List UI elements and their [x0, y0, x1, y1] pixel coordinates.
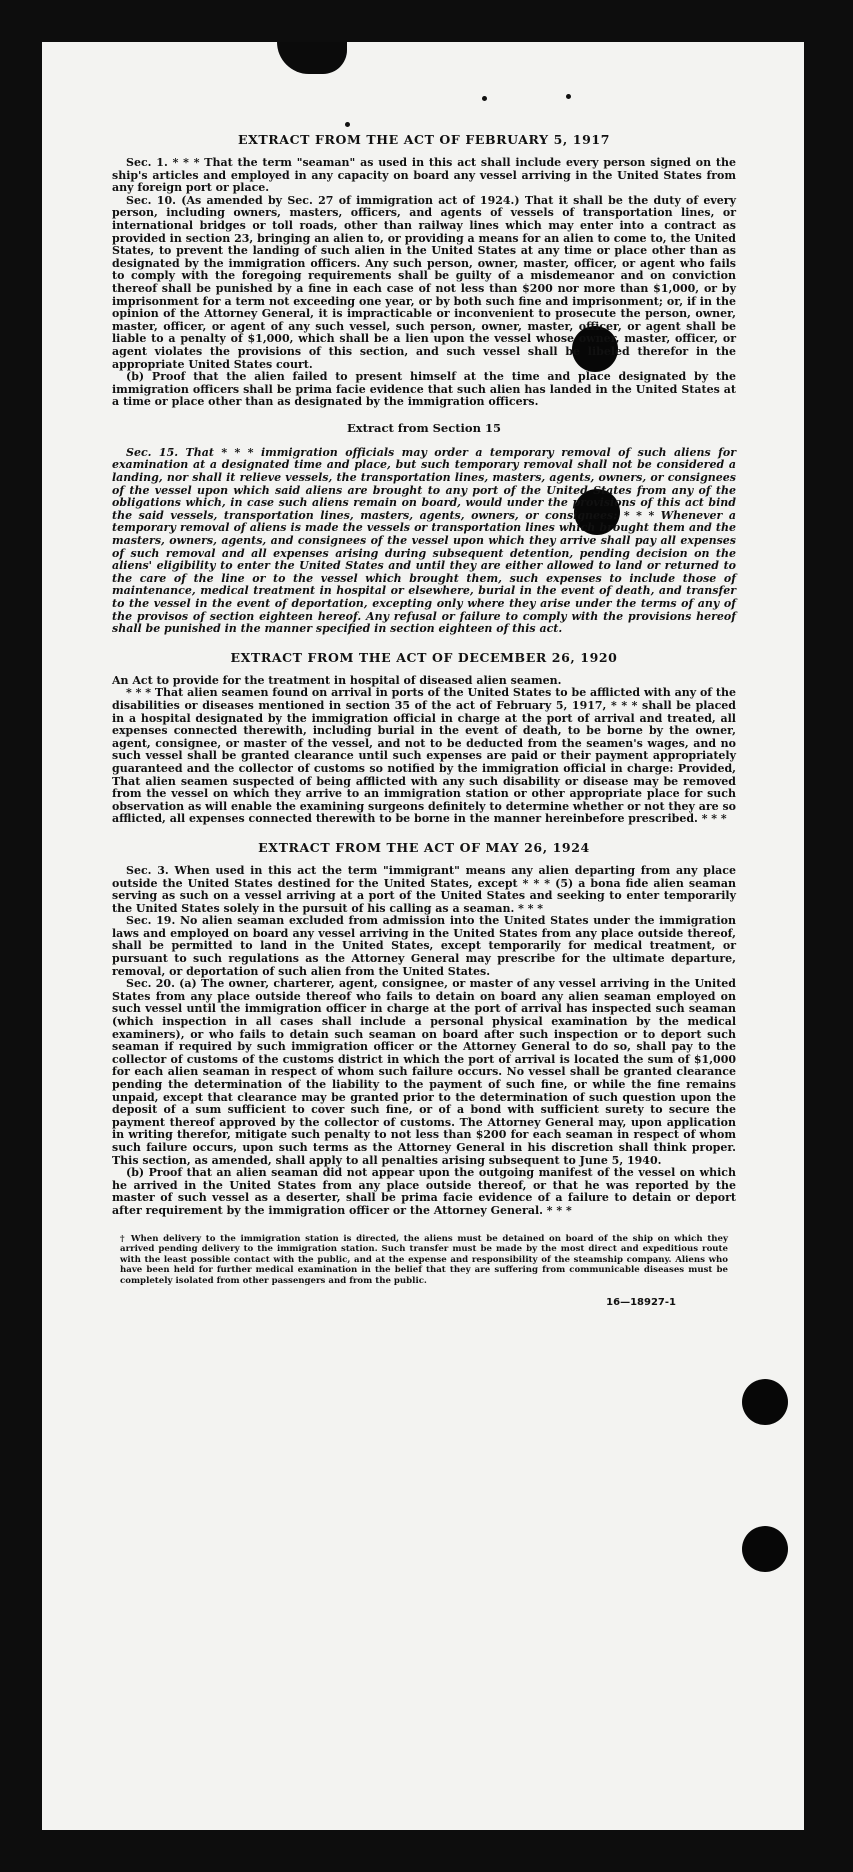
ink-speck: [345, 122, 350, 127]
document-page: [42, 42, 804, 1830]
section-act-may-1924: [112, 840, 736, 1218]
paragraph: Sec. 10. (As amended by Sec. 27 of immigration act of 1924.) That it shall be the duty of every person, including owners, masters, officers, and agents of vessels of transportation lines, or international bridges or toll roads, other than railway lines which may enter into a contract as provided in section 23, bringing an alien to, or providing a means for an alien to come to, the United States, to prevent the landing of such alien in the United States at any time or place other than as designated by the immigration officers. Any such person, owner, master, officer, or agent who fails to comply with the foregoing requirements shall be guilty of a misdemeanor and on conviction thereof shall be punished by a fine in each case of not less than $200 nor more than $1,000, or by imprisonment for a term not exceeding one year, or by both such fine and imprisonment; or, if in the opinion of the Attorney General, it is impracticable or inconvenient to prosecute the person, owner, master, officer, or agent of any such vessel, such person, owner, master, officer, or agent shall be liable to a penalty of $1,000, which shall be a lien upon the vessel whose owner, master, officer, or agent violates the provisions of this section, and such vessel shall be libeled therefor in the appropriate United States court.: [112, 193, 736, 371]
ink-speck: [482, 96, 487, 101]
section-act-feb-1917: [112, 132, 736, 409]
paragraph: (b) Proof that the alien failed to present himself at the time and place designated by the immigration officers shall be prima facie evidence that such alien has landed in the United States at a time or place other than as designated by the immigration officers.: [112, 370, 736, 409]
footnote: † When delivery to the immigration station is directed, the aliens must be detained on board of the ship on which they arrived pending delivery to the immigration station. Such transfer must be made by the most direct and expeditious route with the least possible contact with the public, and at the expense and responsibility of the steamship company. Aliens who have been held for further medical examination in the belief that they are suffering from communicable diseases must be completely isolated from other passengers and from the public.: [120, 1233, 728, 1286]
paragraph: Sec. 3. When used in this act the term "immigrant" means any alien departing from any place outside the United States destined for the United States, except * * * (5) a bona fide alien seaman serving as such on a vessel arriving at a port of the United States and seeking to enter temporarily the United States solely in the pursuit of his calling as a seaman. * * *: [112, 863, 736, 915]
section-heading: EXTRACT FROM THE ACT OF FEBRUARY 5, 1917: [237, 132, 610, 147]
section-heading: EXTRACT FROM THE ACT OF MAY 26, 1924: [258, 839, 590, 855]
section-heading: Extract from Section 15: [347, 420, 501, 435]
paragraph: Sec. 20. (a) The owner, charterer, agent, consignee, or master of any vessel arriving in the United States from any place outside thereof who fails to detain on board any alien seaman employed on such vessel until the immigration officer in charge at the port of arrival has inspected such seaman (which inspection in all cases shall include a personal physical examination by the medical examiners), or who fails to detain such seaman on board after such inspection or to deport such seaman if required by such immigration officer or the Attorney General to do so, shall pay to the collector of customs of the customs district in which the port of arrival is located the sum of $1,000 for each alien seaman in respect of whom such failure occurs. No vessel shall be granted clearance pending the determination of the liability to the payment of such fine, or while the fine remains unpaid, except that clearance may be granted prior to the determination of such question upon the deposit of a sum sufficient to cover such fine, or of a bond with sufficient surety to secure the payment thereof approved by the collector of customs. The Attorney General may, upon application in writing therefor, mitigate such penalty to not less than $200 for each seaman in respect of whom such failure occurs, upon such terms as the Attorney General in his discretion shall think proper. This section, as amended, shall apply to all penalties arising subsequent to June 5, 1940.: [112, 977, 736, 1167]
punch-hole: [742, 1379, 788, 1425]
paragraph: An Act to provide for the treatment in hospital of diseased alien seamen.: [112, 673, 562, 687]
ink-speck: [566, 94, 571, 99]
paragraph: Sec. 15. That * * * immigration officials may order a temporary removal of such aliens for examination at a designated time and place, but such temporary removal shall not be considered a landing, nor shall it relieve vessels, the transportation lines, masters, agents, owners, or consignees of the vessel upon which said aliens are brought to any port of the United States from any of the obligations which, in case such aliens remain on board, would under the provisions of this act bind the said vessels, transportation lines, masters, agents, owners, or consignees: * * * Whenever a temporary removal of aliens is made the vessels or transportation lines which brought them and the masters, owners, agents, and consignees of the vessel upon which they arrive shall pay all expenses of such removal and all expenses arising during subsequent detention, pending decision on the aliens' eligibility to enter the United States and until they are either allowed to land or returned to the care of the line or to the vessel which brought them, such expenses to include those of maintenance, medical treatment in hospital or elsewhere, burial in the event of death, and transfer to the vessel in the event of deportation, excepting only where they arise under the terms of any of the provisos of section eighteen hereof. Any refusal or failure to comply with the provisions hereof shall be punished in the manner specified in section eighteen of this act.: [112, 445, 736, 636]
paragraph: (b) Proof that an alien seaman did not appear upon the outgoing manifest of the vessel on which he arrived in the United States from any place outside thereof, or that he was reported by the master of such vessel as a deserter, shall be prima facie evidence of a failure to detain or deport after requirement by the immigration officer or the Attorney General. * * *: [112, 1166, 736, 1217]
punch-hole: [742, 1526, 788, 1572]
document-body: [112, 132, 736, 1308]
form-number: 16—18927-1: [606, 1296, 676, 1308]
paragraph: Sec. 1. * * * That the term "seaman" as used in this act shall include every person signed on the ship's articles and employed in any capacity on board any vessel arriving in the United States from any foreign port or place.: [112, 156, 736, 195]
top-tear-mark: [277, 42, 347, 74]
paragraph: Sec. 19. No alien seaman excluded from admission into the United States under the immigration laws and employed on board any vessel arriving in the United States from any place outside thereof, shall be permitted to land in the United States, except temporarily for medical treatment, or pursuant to such regulations as the Attorney General may prescribe for the ultimate departure, removal, or deportation of such alien from the United States.: [112, 914, 736, 978]
section-extract-15: [112, 421, 736, 636]
section-heading: EXTRACT FROM THE ACT OF DECEMBER 26, 1920: [230, 649, 618, 665]
section-act-dec-1920: [112, 650, 736, 826]
paragraph: * * * That alien seamen found on arrival in ports of the United States to be afflicted with any of the disabilities or diseases mentioned in section 35 of the act of February 5, 1917, * * * shall be placed in a hospital designated by the immigration official in charge at the port of arrival and treated, all expenses connected therewith, including burial in the event of death, to be borne by the owner, agent, consignee, or master of the vessel, and not to be deducted from the seamen's wages, and no such vessel shall be granted clearance until such expenses are paid or their payment appropriately guaranteed and the collector of customs so notified by the immigration official in charge: Provided, That alien seamen suspected of being afflicted with any such disability or disease may be removed from the vessel on which they arrive to an immigration station or other appropriate place for such observation as will enable the examining surgeons definitely to determine whether or not they are so afflicted, all expenses connected therewith to be borne in the manner hereinbefore prescribed. * * *: [112, 686, 736, 826]
